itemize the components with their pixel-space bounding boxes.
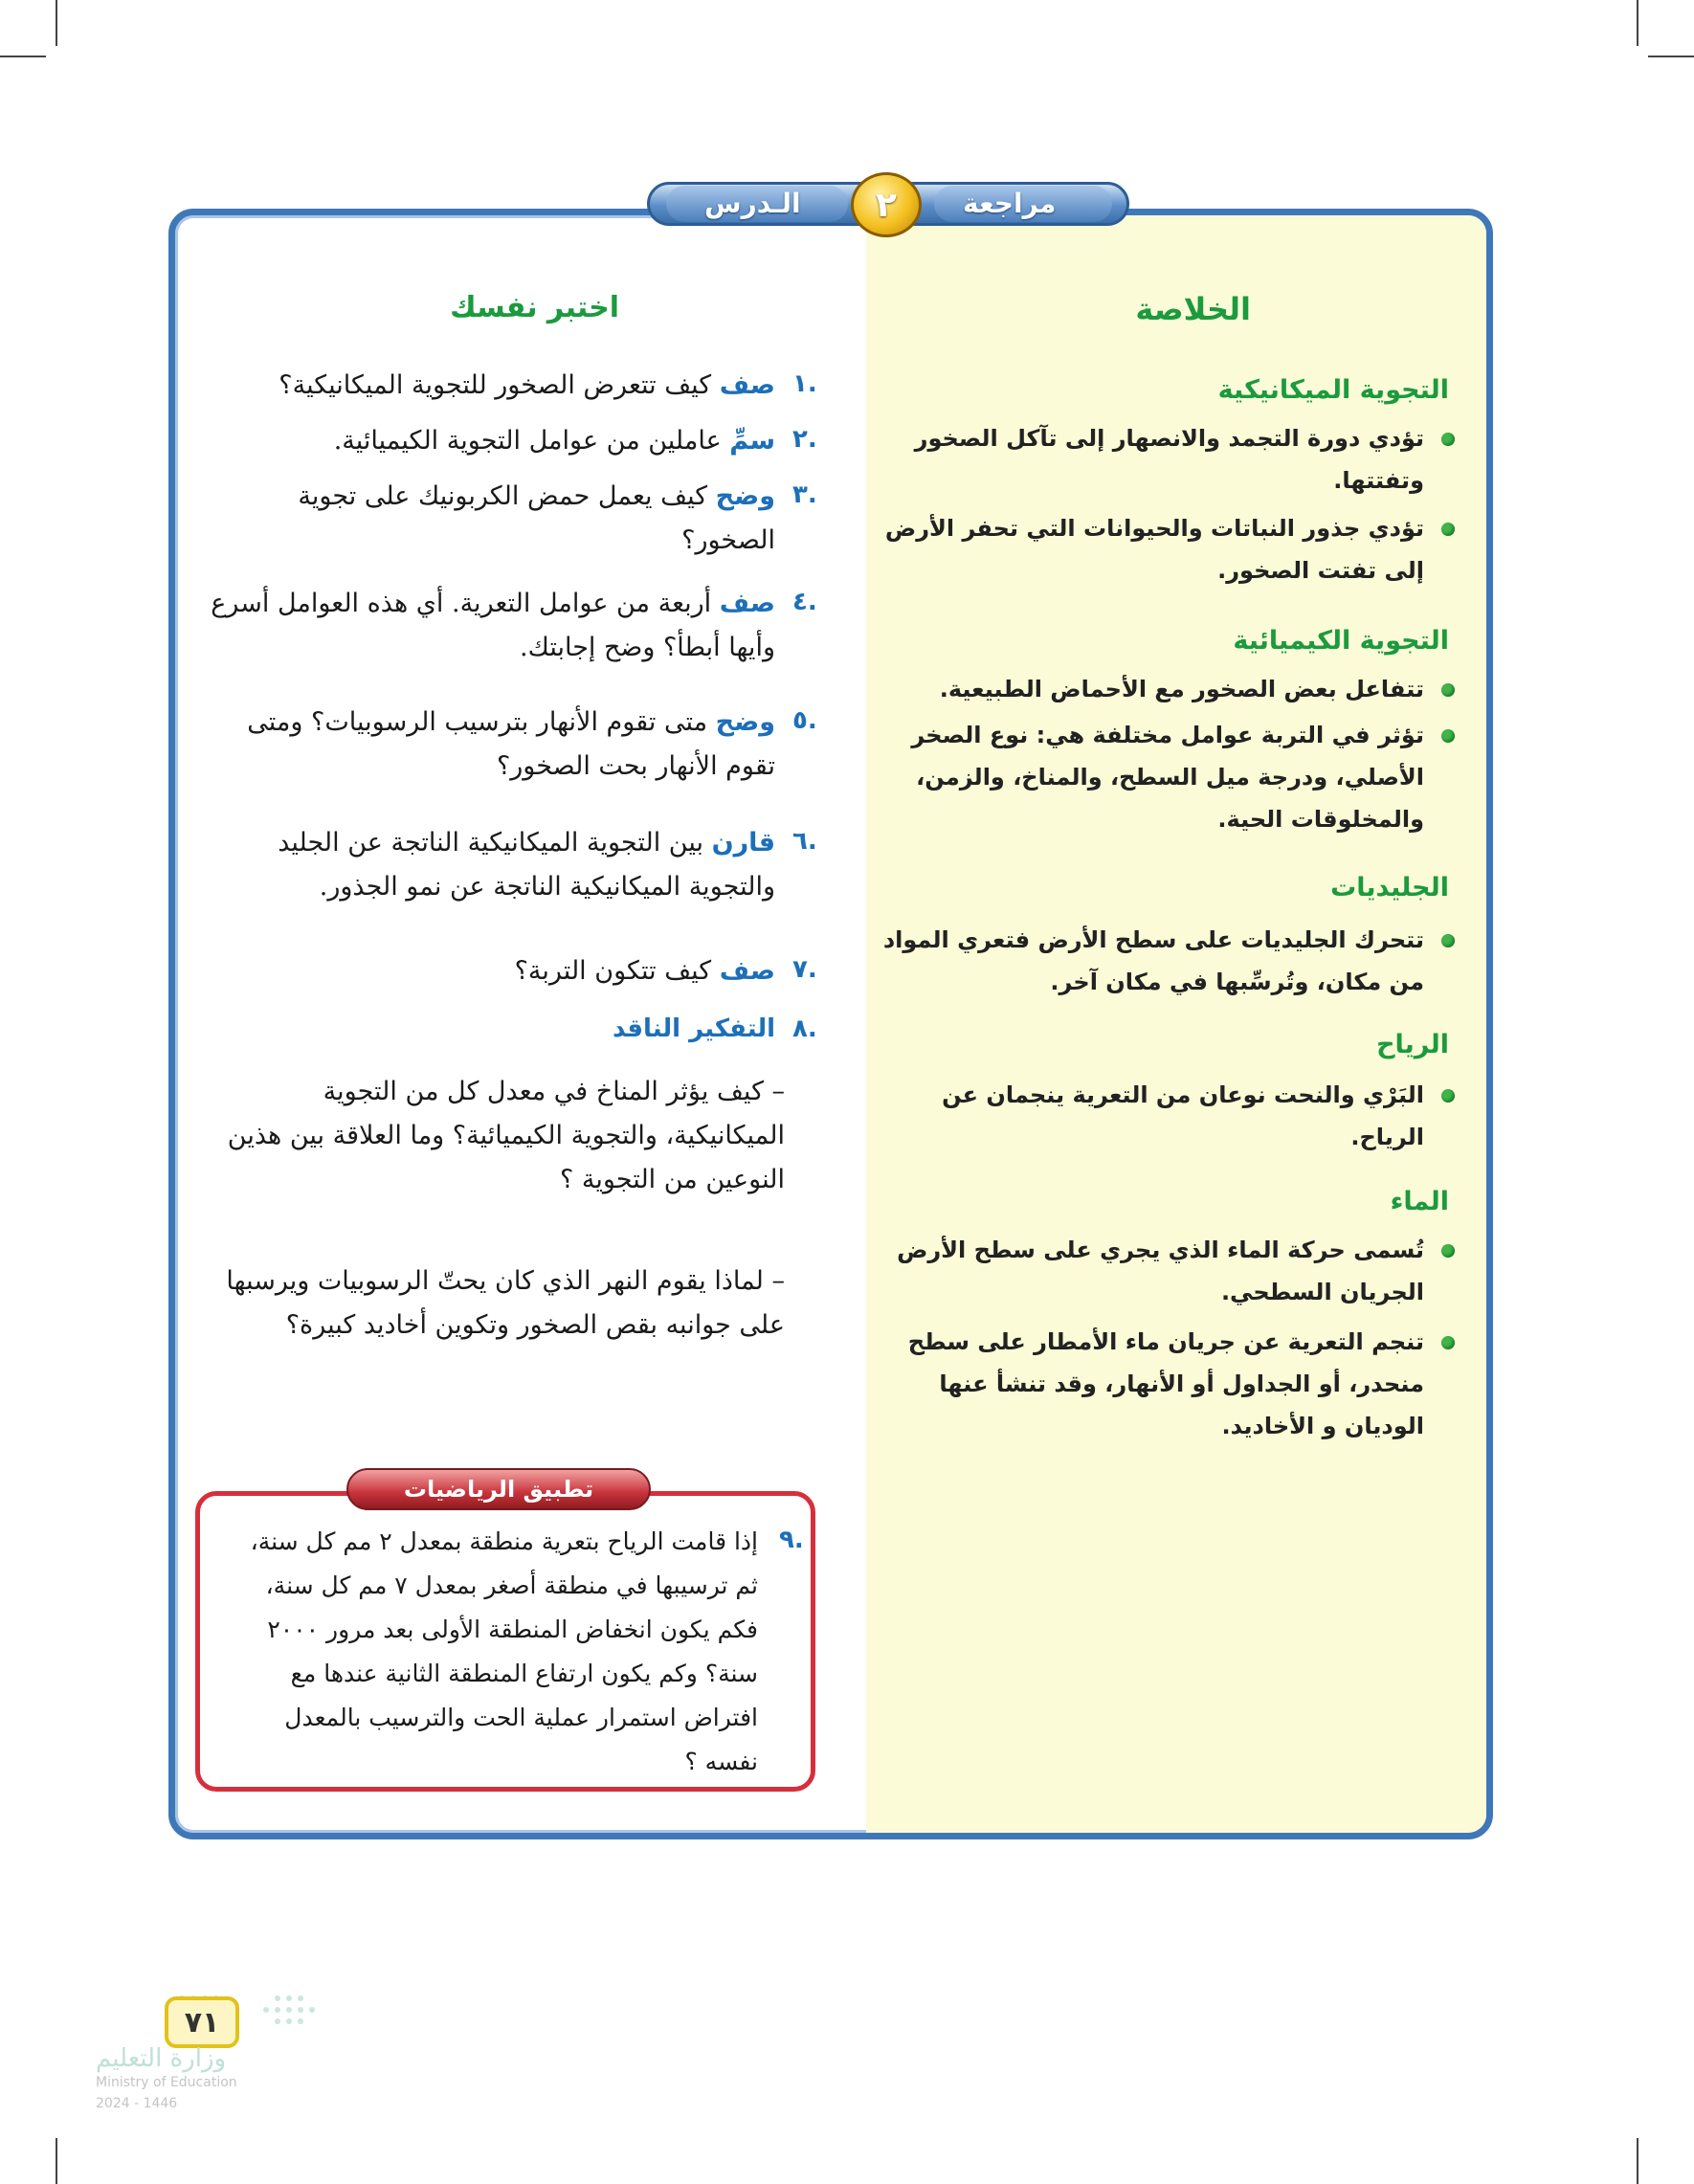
ministry-logo-text: وزارة التعليم (96, 2044, 227, 2073)
section-heading: التجوية الميكانيكية (1217, 375, 1449, 405)
math-question: إذا قامت الرياح بتعرية منطقة بمعدل ٢ مم كل سنة، ثم ترسيبها في منطقة أصغر بمعدل ٧ مم كل سنة، فكم يكون انخفاض المنطقة الأولى بعد مرور ٢٠٠٠ سنة؟ وكم يكون ارتفاع المنطقة الثانية عندها مع افتراض استمرار عملية الحت والترسيب بالمعدل نفسه ؟ (250, 1527, 758, 1775)
ministry-english-text: Ministry of Education (96, 2075, 237, 2090)
question-5: وضح متى تقوم الأنهار بترسيب الرسوبيات؟ ومتى تقوم الأنهار بحت الصخور؟ (247, 707, 775, 781)
edition-year: 2024 - 1446 (96, 2096, 178, 2111)
question-number: ٦. (792, 827, 817, 856)
summary-title: الخلاصة (1135, 291, 1251, 327)
section-heading: الماء (1390, 1187, 1449, 1216)
crop-mark (56, 2138, 57, 2184)
bullet-icon (1441, 1089, 1455, 1103)
lesson-review-banner (647, 172, 1129, 237)
crop-mark (1637, 0, 1638, 46)
question-number: ٤. (792, 588, 817, 616)
question-number: ٩. (779, 1526, 804, 1554)
math-application-tag: تطبيق الرياضيات (346, 1468, 651, 1510)
question-2: سمِّ عاملين من عوامل التجوية الكيميائية. (333, 426, 775, 456)
question-number: ٥. (792, 706, 817, 735)
test-yourself-title: اختبر نفسك (450, 291, 619, 324)
bullet-icon (1441, 1244, 1455, 1258)
question-7: صف كيف تتكون التربة؟ (514, 956, 775, 986)
lesson-label: الـدرس (704, 188, 801, 219)
crop-mark (56, 0, 57, 46)
summary-bullet: تُسمى حركة الماء الذي يجري على سطح الأرض الجريان السطحي. (897, 1237, 1424, 1305)
question-1: صف كيف تتعرض الصخور للتجوية الميكانيكية؟ (279, 370, 775, 400)
bullet-icon (1441, 729, 1455, 743)
summary-bullet: تنجم التعرية عن جريان ماء الأمطار على سطح منحدر، أو الجداول أو الأنهار، وقد تنشأ عنها الوديان و الأخاديد. (907, 1328, 1424, 1439)
summary-bullet: تؤثر في التربة عوامل مختلفة هي: نوع الصخر الأصلي، ودرجة ميل السطح، والمناخ، والزمن، والمخلوقات الحية. (911, 722, 1424, 833)
question-number: ٣. (792, 480, 817, 509)
bullet-icon (1441, 1336, 1455, 1349)
review-label: مراجعة (963, 188, 1057, 219)
summary-bullet: تتحرك الجليديات على سطح الأرض فتعري المواد من مكان، وتُرسِّبها في مكان آخر. (882, 926, 1424, 995)
summary-bullet: البَرْي والنحت نوعان من التعرية ينجمان عن الرياح. (942, 1081, 1424, 1150)
page-number: ٧١ (165, 1996, 239, 2048)
bullet-icon (1441, 523, 1455, 536)
question-number: ٧. (792, 955, 817, 984)
question-number: ١. (792, 369, 817, 398)
section-heading: الرياح (1376, 1030, 1449, 1059)
question-number: ٨. (792, 1014, 817, 1043)
section-heading: الجليديات (1330, 873, 1449, 903)
bullet-icon (1441, 683, 1455, 697)
question-6: قارن بين التجوية الميكانيكية الناتجة عن الجليد والتجوية الميكانيكية الناتجة عن نمو الجذور. (278, 828, 775, 902)
summary-bullet: تؤدي جذور النباتات والحيوانات التي تحفر الأرض إلى تفتت الصخور. (884, 515, 1424, 584)
summary-bullet: تؤدي دورة التجمد والانصهار إلى تآكل الصخور وتفتتها. (914, 425, 1424, 494)
question-4: صف أربعة من عوامل التعرية. أي هذه العوامل أسرع وأيها أبطأ؟ وضح إجابتك. (211, 589, 775, 662)
crop-mark (1648, 56, 1694, 57)
summary-bullet: تتفاعل بعض الصخور مع الأحماض الطبيعية. (939, 676, 1424, 702)
critical-thinking-label: التفكير الناقد (612, 1014, 775, 1043)
bullet-icon (1441, 934, 1455, 947)
question-number: ٢. (792, 425, 817, 454)
bullet-icon (1441, 433, 1455, 446)
section-heading: التجوية الكيميائية (1233, 626, 1449, 656)
critical-item: – كيف يؤثر المناخ في معدل كل من التجوية الميكانيكية، والتجوية الكيميائية؟ وما العلاقة بين هذين النوعين من التجوية ؟ (227, 1077, 785, 1194)
crop-mark (1637, 2138, 1638, 2184)
lesson-number-badge: ٢ (851, 172, 922, 237)
question-3: وضح كيف يعمل حمض الكربونيك على تجوية الصخور؟ (298, 481, 775, 555)
crop-mark (0, 56, 46, 57)
critical-item: – لماذا يقوم النهر الذي كان يحتّ الرسوبيات ويرسبها على جوانبه بقص الصخور وتكوين أخاديد كبيرة؟ (226, 1266, 785, 1340)
